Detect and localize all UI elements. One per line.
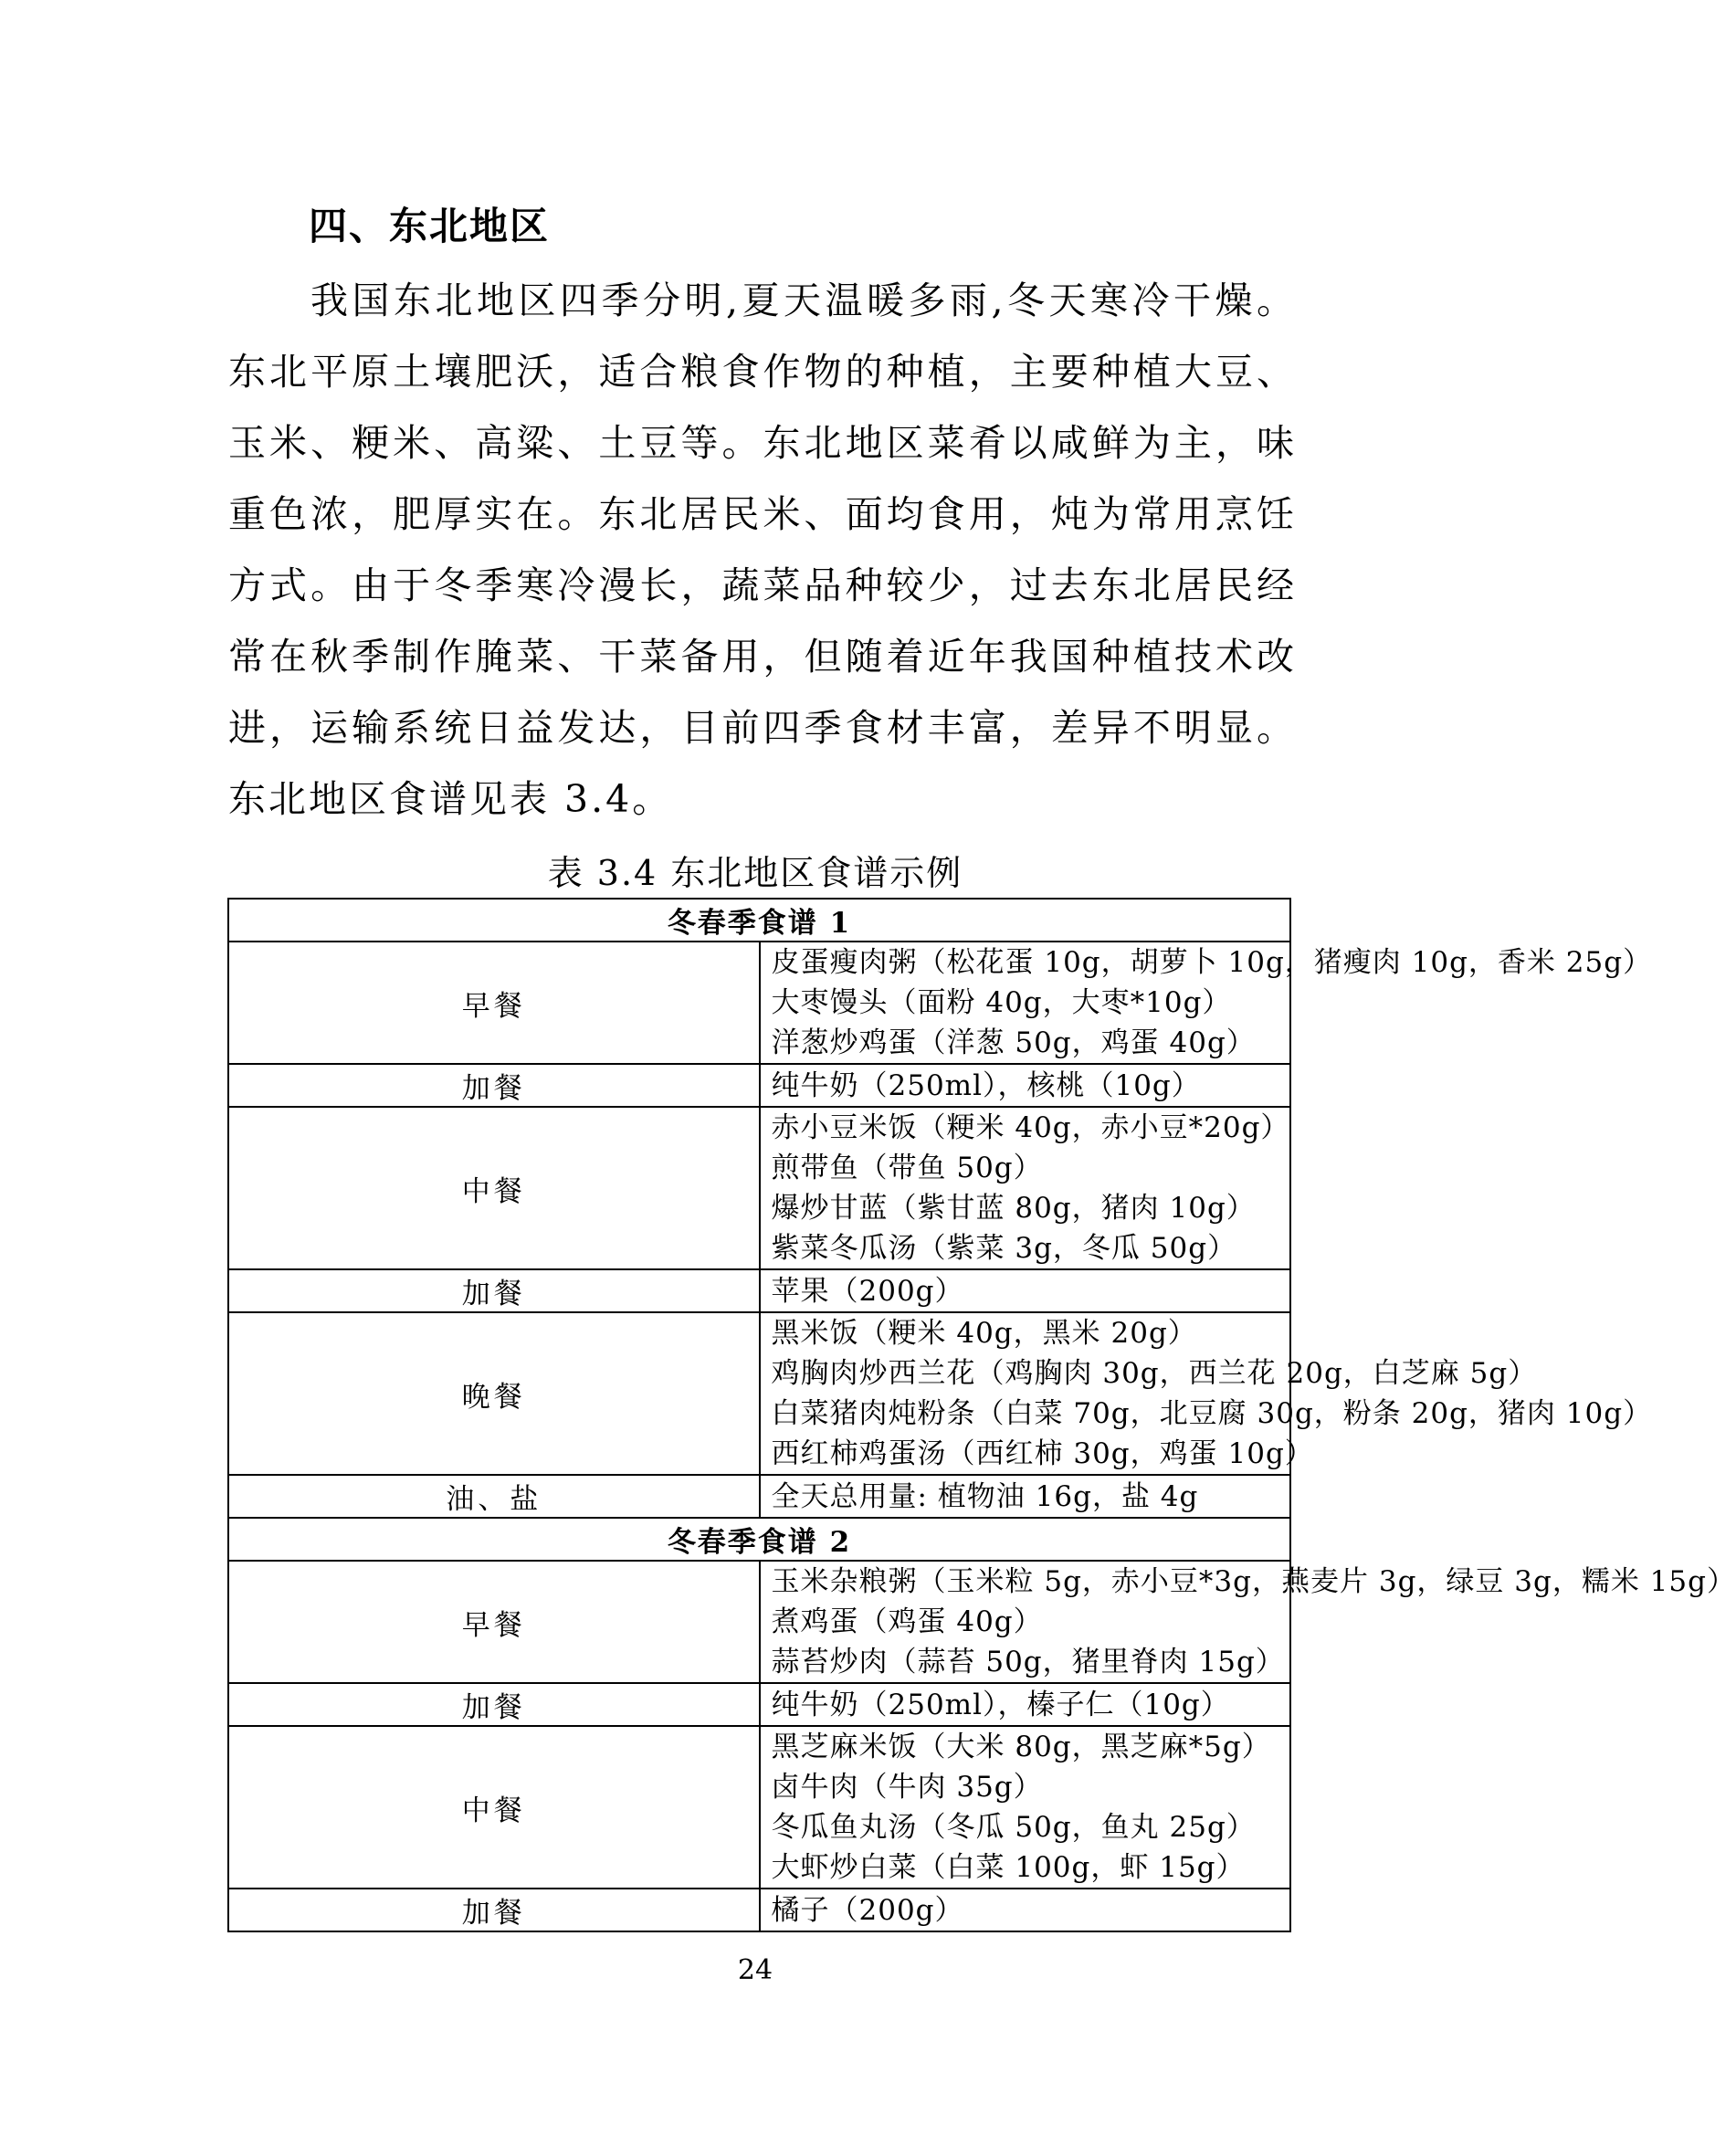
meal-label: 加餐: [228, 1064, 760, 1107]
dish-item: 蒜苔炒肉（蒜苔 50g，猪里脊肉 15g）: [771, 1646, 1285, 1678]
dish-item: 西红柿鸡蛋汤（西红柿 30g，鸡蛋 10g）: [771, 1437, 1314, 1470]
dish-item: 纯牛奶（250ml），榛子仁（10g）: [771, 1688, 1230, 1721]
meal-items: [760, 1312, 1653, 1475]
meal-label: 晚餐: [228, 1312, 760, 1475]
meal-label: 加餐: [228, 1269, 760, 1312]
dish-item: 皮蛋瘦肉粥（松花蛋 10g，胡萝卜 10g，猪瘦肉 10g，香米 25g）: [771, 946, 1653, 979]
dish-item: 冬瓜鱼丸汤（冬瓜 50g，鱼丸 25g）: [771, 1811, 1256, 1844]
page-number: 24: [737, 1954, 773, 1986]
dish-item: 煮鸡蛋（鸡蛋 40g）: [771, 1605, 1043, 1638]
meal-items: [760, 1475, 1291, 1518]
table-row: [228, 1312, 1290, 1475]
dish-item: 大枣馒头（面粉 40g，大枣*10g）: [771, 986, 1232, 1019]
dish-item: 卤牛肉（牛肉 35g）: [771, 1771, 1043, 1804]
dish-item: 橘子（200g）: [771, 1893, 964, 1927]
dish-item: 全天总用量: 植物油 16g，盐 4g: [771, 1479, 1199, 1513]
table-row: [228, 942, 1290, 1064]
table-row: [228, 1726, 1290, 1889]
section-heading: 四、东北地区: [309, 204, 551, 248]
meal-label: 早餐: [228, 942, 760, 1064]
menu-section-row: [228, 1518, 1290, 1561]
meal-label: 中餐: [228, 1726, 760, 1889]
menu-section-title: 冬春季食谱 1: [228, 899, 1290, 942]
meal-items: [760, 1726, 1291, 1889]
dish-item: 黑芝麻米饭（大米 80g，黑芝麻*5g）: [771, 1731, 1271, 1763]
menu-section-row: [228, 899, 1290, 942]
table-caption: 表 3.4 东北地区食谱示例: [547, 853, 963, 893]
dish-item: 白菜猪肉炖粉条（白菜 70g，北豆腐 30g，粉条 20g，猪肉 10g）: [771, 1397, 1653, 1430]
meal-label: 加餐: [228, 1889, 760, 1931]
dish-item: 纯牛奶（250ml），核桃（10g）: [771, 1068, 1201, 1102]
meal-items: [760, 1889, 1291, 1931]
meal-items: [760, 1064, 1291, 1107]
dish-item: 赤小豆米饭（粳米 40g，赤小豆*20g）: [771, 1111, 1290, 1144]
meal-label: 油、盐: [228, 1475, 760, 1518]
table-row: [228, 1561, 1290, 1683]
dish-item: 爆炒甘蓝（紫甘蓝 80g，猪肉 10g）: [771, 1192, 1256, 1225]
recipe-table: [227, 898, 1736, 1932]
meal-label: 早餐: [228, 1561, 760, 1683]
meal-items: [760, 1561, 1736, 1683]
table-row: [228, 1107, 1290, 1269]
meal-label: 加餐: [228, 1683, 760, 1726]
dish-item: 黑米饭（粳米 40g，黑米 20g）: [771, 1317, 1197, 1350]
dish-item: 鸡胸肉炒西兰花（鸡胸肉 30g，西兰花 20g，白芝麻 5g）: [771, 1357, 1538, 1390]
dish-item: 玉米杂粮粥（玉米粒 5g，赤小豆*3g，燕麦片 3g，绿豆 3g，糯米 15g）: [771, 1565, 1736, 1598]
table-row: [228, 1889, 1290, 1931]
table-row: [228, 1064, 1290, 1107]
meal-items: [760, 1683, 1291, 1726]
table-row: [228, 1269, 1290, 1312]
meal-items: [760, 1269, 1291, 1312]
menu-section-title: 冬春季食谱 2: [228, 1518, 1290, 1561]
table-row: [228, 1683, 1290, 1726]
dish-item: 大虾炒白菜（白菜 100g，虾 15g）: [771, 1851, 1246, 1884]
dish-item: 紫菜冬瓜汤（紫菜 3g，冬瓜 50g）: [771, 1232, 1237, 1265]
meal-label: 中餐: [228, 1107, 760, 1269]
table-row: [228, 1475, 1290, 1518]
dish-item: 煎带鱼（带鱼 50g）: [771, 1152, 1043, 1184]
body-paragraph: 我国东北地区四季分明,夏天温暖多雨,冬天寒冷干燥。东北平原土壤肥沃，适合粮食作物的种植，主要种植大豆、玉米、粳米、高粱、土豆等。东北地区菜肴以咸鲜为主，味重色浓，肥厚实在。东北居民米、面均食用，炖为常用烹饪方式。由于冬季寒冷漫长，蔬菜品种较少，过去东北居民经常在秋季制作腌菜、干菜备用，但随着近年我国种植技术改进，运输系统日益发达，目前四季食材丰富，差异不明显。东北地区食谱见表 3.4。: [228, 279, 1297, 821]
meal-items: [760, 1107, 1291, 1269]
dish-item: 洋葱炒鸡蛋（洋葱 50g，鸡蛋 40g）: [771, 1026, 1256, 1059]
dish-item: 苹果（200g）: [771, 1274, 964, 1308]
meal-items: [760, 942, 1653, 1064]
